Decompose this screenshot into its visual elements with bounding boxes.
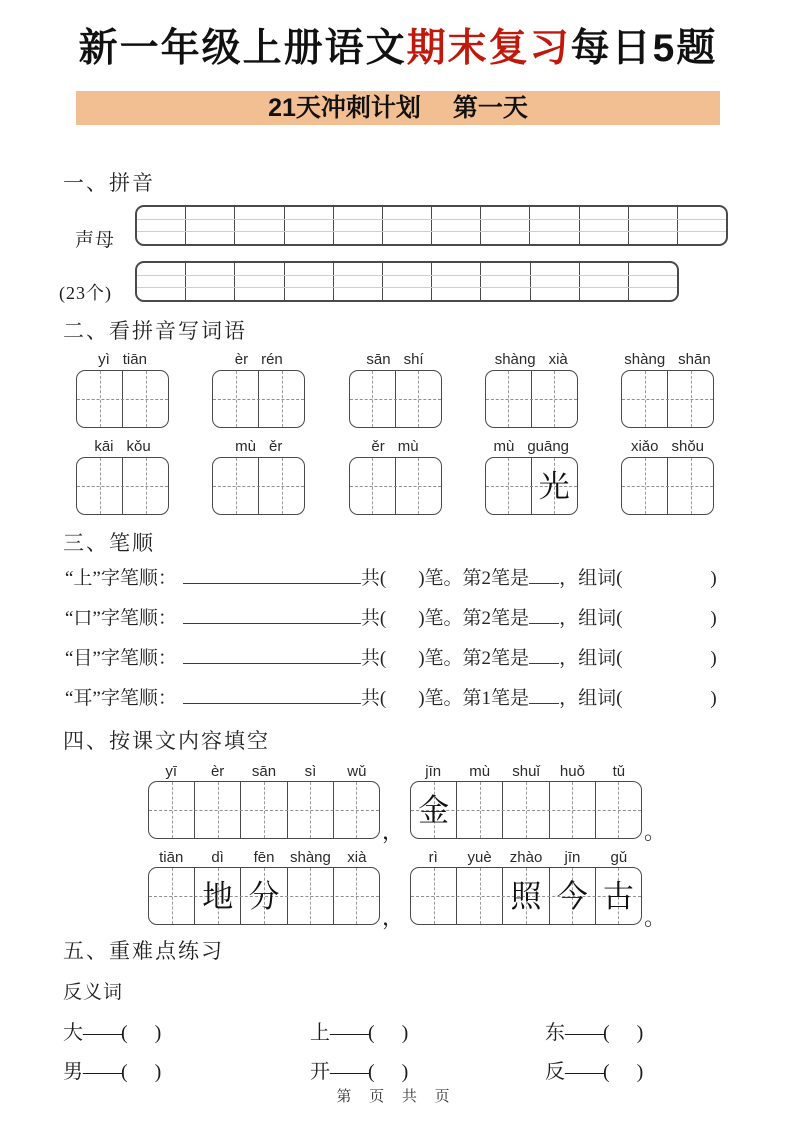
- stroke-count-close: )笔。: [418, 608, 463, 629]
- pinyin-syllable: èr: [210, 763, 225, 780]
- character-cell: [123, 458, 168, 514]
- word-building-open: ，组词(: [559, 608, 623, 629]
- antonym-dash: ——: [83, 1061, 121, 1083]
- pinyin-syllable: kǒu: [126, 438, 151, 455]
- pinyin-syllable: xià: [347, 849, 367, 866]
- antonym-question: [545, 1059, 643, 1085]
- pinyin-syllable: mù: [235, 438, 256, 455]
- character-cell: [503, 868, 549, 924]
- antonym-subheading: 反义词: [63, 982, 124, 1003]
- stroke-question: [65, 685, 733, 711]
- pinyin-label: [349, 351, 442, 368]
- antonym-paren-close: ): [154, 1061, 162, 1083]
- character-cell: [195, 782, 241, 838]
- phrase-group: [410, 763, 642, 839]
- antonym-prompt-character: 东: [545, 1022, 565, 1044]
- character-cell: [77, 458, 123, 514]
- character-cell: [123, 371, 168, 427]
- stroke-order-answer-blank: [183, 685, 361, 704]
- shengmu-labels: [59, 205, 135, 305]
- antonym-question: [310, 1020, 545, 1046]
- phrase-group: [148, 849, 380, 925]
- stroke-order-answer-blank: [183, 645, 361, 664]
- pinyin-syllable: sān: [366, 351, 391, 368]
- character-cell: [486, 458, 532, 514]
- antonym-paren-close: ): [401, 1022, 409, 1044]
- antonym-paren-close: ): [154, 1022, 162, 1044]
- pinyin-syllable: shuǐ: [512, 763, 540, 780]
- word-building-close: ): [710, 568, 717, 589]
- pinyin-cell: [629, 207, 678, 244]
- character-cell: [411, 782, 457, 838]
- pinyin-cell: [186, 207, 235, 244]
- character-cell: [350, 371, 396, 427]
- pinyin-label: [485, 438, 578, 455]
- pinyin-label: [212, 438, 305, 455]
- prefilled-character: 光: [538, 468, 570, 504]
- word-group: [349, 438, 442, 515]
- antonym-paren-open: (: [368, 1022, 375, 1044]
- pinyin-cell: [186, 263, 235, 300]
- pinyin-syllable: xià: [548, 351, 568, 368]
- stroke-order-label: 字笔顺：: [100, 608, 177, 629]
- word-group: [621, 438, 714, 515]
- stroke-order-label: 字笔顺：: [100, 688, 177, 709]
- antonym-prompt-character: 男: [63, 1061, 83, 1083]
- pinyin-syllable: tiān: [122, 351, 147, 368]
- stroke-count-open: 共(: [360, 608, 387, 629]
- pinyin-cell: [383, 263, 432, 300]
- character-cell: [259, 458, 304, 514]
- pinyin-syllable: tiān: [159, 849, 184, 866]
- pinyin-syllable: shàng: [289, 849, 331, 866]
- nth-stroke-answer-blank: [529, 565, 559, 584]
- word-building-open: ，组词(: [559, 648, 623, 669]
- nth-stroke-answer-blank: [529, 605, 559, 624]
- shengmu-label: 声母: [75, 230, 116, 251]
- pinyin-row: [410, 849, 642, 867]
- pinyin-syllable: jīn: [425, 763, 442, 780]
- pinyin-syllable: zhào: [509, 849, 543, 866]
- stroke-count-open: 共(: [360, 688, 387, 709]
- antonym-dash: ——: [330, 1022, 368, 1044]
- character-cell: [596, 782, 641, 838]
- pinyin-syllable: mù: [469, 763, 491, 780]
- antonym-row: [63, 1020, 733, 1046]
- target-character: “口”: [65, 608, 101, 629]
- pinyin-row: [148, 849, 380, 867]
- pinyin-row: [148, 763, 380, 781]
- character-cell: [334, 868, 379, 924]
- character-cell: [396, 371, 441, 427]
- nth-stroke-label: 第1笔是: [462, 688, 530, 709]
- shengmu-grid-row2: [135, 261, 679, 302]
- page-footer: 第 页 共 页: [336, 1089, 457, 1105]
- pinyin-section-body: [59, 205, 733, 305]
- phrase-group: [148, 763, 380, 839]
- banner: [76, 91, 720, 125]
- page-title: [63, 24, 733, 74]
- antonym-question: [63, 1020, 310, 1046]
- pinyin-syllable: wǔ: [347, 763, 367, 780]
- word-group: [76, 351, 169, 428]
- word-group: [212, 438, 305, 515]
- antonym-paren-close: ): [636, 1061, 644, 1083]
- pinyin-syllable: xiǎo: [630, 438, 659, 455]
- character-cell: [668, 371, 713, 427]
- antonym-paren-close: ): [636, 1022, 644, 1044]
- word-group: [621, 351, 714, 428]
- pinyin-syllable: yuè: [467, 849, 492, 866]
- pinyin-cell: [285, 207, 334, 244]
- pinyin-cell: [629, 263, 677, 300]
- pinyin-syllable: shǒu: [671, 438, 705, 455]
- section-2-heading: 二、看拼音写词语: [63, 319, 247, 343]
- character-cell: [288, 782, 334, 838]
- character-cell: [241, 868, 287, 924]
- character-cell: [486, 371, 532, 427]
- pinyin-syllable: shí: [403, 351, 424, 368]
- target-character: “上”: [65, 568, 101, 589]
- pinyin-row: [410, 763, 642, 781]
- word-group: [485, 438, 578, 515]
- character-cell: [149, 782, 195, 838]
- character-cell: [77, 371, 123, 427]
- pinyin-cell: [285, 263, 334, 300]
- character-grid: [621, 370, 714, 428]
- punctuation-mark: ，: [382, 905, 405, 930]
- pinyin-syllable: kāi: [94, 438, 114, 455]
- antonym-prompt-character: 大: [63, 1022, 83, 1044]
- pinyin-cell: [481, 263, 530, 300]
- pinyin-cell: [383, 207, 432, 244]
- pinyin-cell: [531, 263, 580, 300]
- word-building-close: ): [710, 608, 717, 629]
- title-part2: 每日5题: [570, 27, 718, 70]
- pinyin-cell: [334, 207, 383, 244]
- pinyin-cell: [334, 263, 383, 300]
- pinyin-syllable: ěr: [371, 438, 385, 455]
- antonym-prompt-character: 上: [310, 1022, 330, 1044]
- antonym-question: [310, 1059, 545, 1085]
- fill-row: [148, 849, 733, 930]
- character-grid: [76, 370, 169, 428]
- character-grid: [212, 370, 305, 428]
- prefilled-character: 金: [418, 792, 450, 828]
- pinyin-syllable: guāng: [527, 438, 570, 455]
- character-grid: [485, 457, 578, 515]
- shengmu-grid-row1: [135, 205, 728, 246]
- character-cell: [396, 458, 441, 514]
- character-cell: [503, 782, 549, 838]
- character-cell: [668, 458, 713, 514]
- shengmu-grids: [135, 205, 728, 305]
- character-grid: [621, 457, 714, 515]
- stroke-count-close: )笔。: [418, 648, 463, 669]
- shengmu-count-label: (23个): [59, 283, 112, 303]
- character-cell: [334, 782, 379, 838]
- stroke-question: [65, 605, 733, 631]
- character-cell: [241, 782, 287, 838]
- antonym-dash: ——: [565, 1022, 603, 1044]
- pinyin-syllable: sì: [304, 763, 317, 780]
- antonym-paren-open: (: [603, 1061, 610, 1083]
- word-group: [485, 351, 578, 428]
- character-cell: [532, 371, 577, 427]
- character-cell: [457, 868, 503, 924]
- pinyin-syllable: rì: [428, 849, 438, 866]
- pinyin-syllable: gǔ: [610, 849, 628, 866]
- pinyin-syllable: shàng: [624, 351, 666, 368]
- title-part1: 新一年级上册语文: [78, 27, 407, 70]
- word-building-open: ，组词(: [559, 568, 623, 589]
- character-cell: [195, 868, 241, 924]
- words-row: [76, 351, 714, 428]
- banner-text: 21天冲刺计划 第一天: [268, 94, 528, 122]
- word-group: [76, 438, 169, 515]
- punctuation-mark: 。: [644, 905, 667, 930]
- character-cell: [550, 782, 596, 838]
- strokes-list: [65, 565, 733, 711]
- character-cell: [622, 458, 668, 514]
- character-cell: [596, 868, 641, 924]
- character-grid: [349, 457, 442, 515]
- character-grid: [76, 457, 169, 515]
- character-cell: [457, 782, 503, 838]
- title-highlight: 期末复习: [406, 27, 571, 70]
- stroke-order-label: 字笔顺：: [100, 568, 177, 589]
- pinyin-label: [76, 351, 169, 368]
- punctuation-mark: 。: [644, 819, 667, 844]
- stroke-order-answer-blank: [183, 605, 361, 624]
- pinyin-cell: [530, 207, 579, 244]
- pinyin-syllable: shān: [678, 351, 711, 368]
- antonym-paren-open: (: [368, 1061, 375, 1083]
- phrase-group: [410, 849, 642, 925]
- target-character: “耳”: [65, 688, 101, 709]
- nth-stroke-label: 第2笔是: [462, 608, 530, 629]
- character-cell: [411, 868, 457, 924]
- nth-stroke-answer-blank: [529, 645, 559, 664]
- pinyin-syllable: èr: [234, 351, 249, 368]
- section-4-heading: 四、按课文内容填空: [63, 729, 270, 753]
- pinyin-label: [485, 351, 578, 368]
- stroke-order-label: 字笔顺：: [100, 648, 177, 669]
- pinyin-syllable: mù: [397, 438, 419, 455]
- pinyin-cell: [137, 207, 186, 244]
- prefilled-character: 古: [602, 878, 634, 914]
- pinyin-cell: [580, 207, 629, 244]
- word-group: [349, 351, 442, 428]
- character-grid: [485, 370, 578, 428]
- pinyin-cell: [678, 207, 726, 244]
- antonym-dash: ——: [83, 1022, 121, 1044]
- antonym-question: [63, 1059, 310, 1085]
- character-cell: [350, 458, 396, 514]
- pinyin-syllable: rén: [261, 351, 283, 368]
- punctuation-mark: ，: [382, 819, 405, 844]
- character-cell: [213, 458, 259, 514]
- character-grid: [410, 867, 642, 925]
- section-3-heading: 三、笔顺: [63, 531, 155, 555]
- nth-stroke-answer-blank: [529, 685, 559, 704]
- antonym-row: [63, 1059, 733, 1085]
- antonym-dash: ——: [565, 1061, 603, 1083]
- stroke-count-close: )笔。: [418, 688, 463, 709]
- word-building-open: ，组词(: [559, 688, 623, 709]
- character-cell: [213, 371, 259, 427]
- character-grid: [212, 457, 305, 515]
- words-row: [76, 438, 714, 515]
- pinyin-cell: [235, 263, 284, 300]
- stroke-order-answer-blank: [183, 565, 361, 584]
- pinyin-label: [621, 351, 714, 368]
- character-grid: [349, 370, 442, 428]
- character-cell: [149, 868, 195, 924]
- pinyin-label: [212, 351, 305, 368]
- nth-stroke-label: 第2笔是: [462, 568, 530, 589]
- prefilled-character: 地: [202, 878, 234, 914]
- pinyin-syllable: mù: [493, 438, 515, 455]
- pinyin-cell: [481, 207, 530, 244]
- word-building-close: ): [710, 688, 717, 709]
- antonym-paren-close: ): [401, 1061, 409, 1083]
- character-grid: [148, 867, 380, 925]
- stroke-count-close: )笔。: [418, 568, 463, 589]
- pinyin-syllable: sān: [251, 763, 277, 780]
- antonym-question: [545, 1020, 643, 1046]
- character-cell: [550, 868, 596, 924]
- prefilled-character: 今: [556, 878, 588, 914]
- pinyin-syllable: tǔ: [612, 763, 626, 780]
- pinyin-cell: [235, 207, 284, 244]
- antonym-paren-open: (: [603, 1022, 610, 1044]
- prefilled-character: 分: [248, 878, 280, 914]
- nth-stroke-label: 第2笔是: [462, 648, 530, 669]
- stroke-count-open: 共(: [360, 568, 387, 589]
- antonym-paren-open: (: [121, 1022, 128, 1044]
- character-cell: [288, 868, 334, 924]
- character-cell: [259, 371, 304, 427]
- pinyin-syllable: jīn: [564, 849, 581, 866]
- antonym-dash: ——: [330, 1061, 368, 1083]
- pinyin-cell: [137, 263, 186, 300]
- pinyin-syllable: huǒ: [559, 763, 585, 780]
- pinyin-label: [621, 438, 714, 455]
- pinyin-cell: [432, 207, 481, 244]
- character-cell: [532, 458, 577, 514]
- fill-row: [148, 763, 733, 844]
- antonym-prompt-character: 开: [310, 1061, 330, 1083]
- section-5-heading: 五、重难点练习: [63, 939, 224, 963]
- character-grid: [148, 781, 380, 839]
- antonym-prompt-character: 反: [545, 1061, 565, 1083]
- pinyin-label: [349, 438, 442, 455]
- section-1-heading: 一、拼音: [63, 171, 155, 195]
- stroke-question: [65, 645, 733, 671]
- character-grid: [410, 781, 642, 839]
- target-character: “目”: [65, 648, 101, 669]
- antonym-paren-open: (: [121, 1061, 128, 1083]
- word-building-close: ): [710, 648, 717, 669]
- prefilled-character: 照: [510, 878, 542, 914]
- pinyin-syllable: yī: [165, 763, 178, 780]
- pinyin-syllable: yì: [98, 351, 110, 368]
- pinyin-syllable: shàng: [494, 351, 536, 368]
- pinyin-syllable: fēn: [253, 849, 275, 866]
- stroke-question: [65, 565, 733, 591]
- pinyin-cell: [580, 263, 629, 300]
- pinyin-syllable: ěr: [269, 438, 283, 455]
- pinyin-cell: [432, 263, 481, 300]
- word-group: [212, 351, 305, 428]
- stroke-count-open: 共(: [360, 648, 387, 669]
- pinyin-label: [76, 438, 169, 455]
- pinyin-syllable: dì: [211, 849, 224, 866]
- character-cell: [622, 371, 668, 427]
